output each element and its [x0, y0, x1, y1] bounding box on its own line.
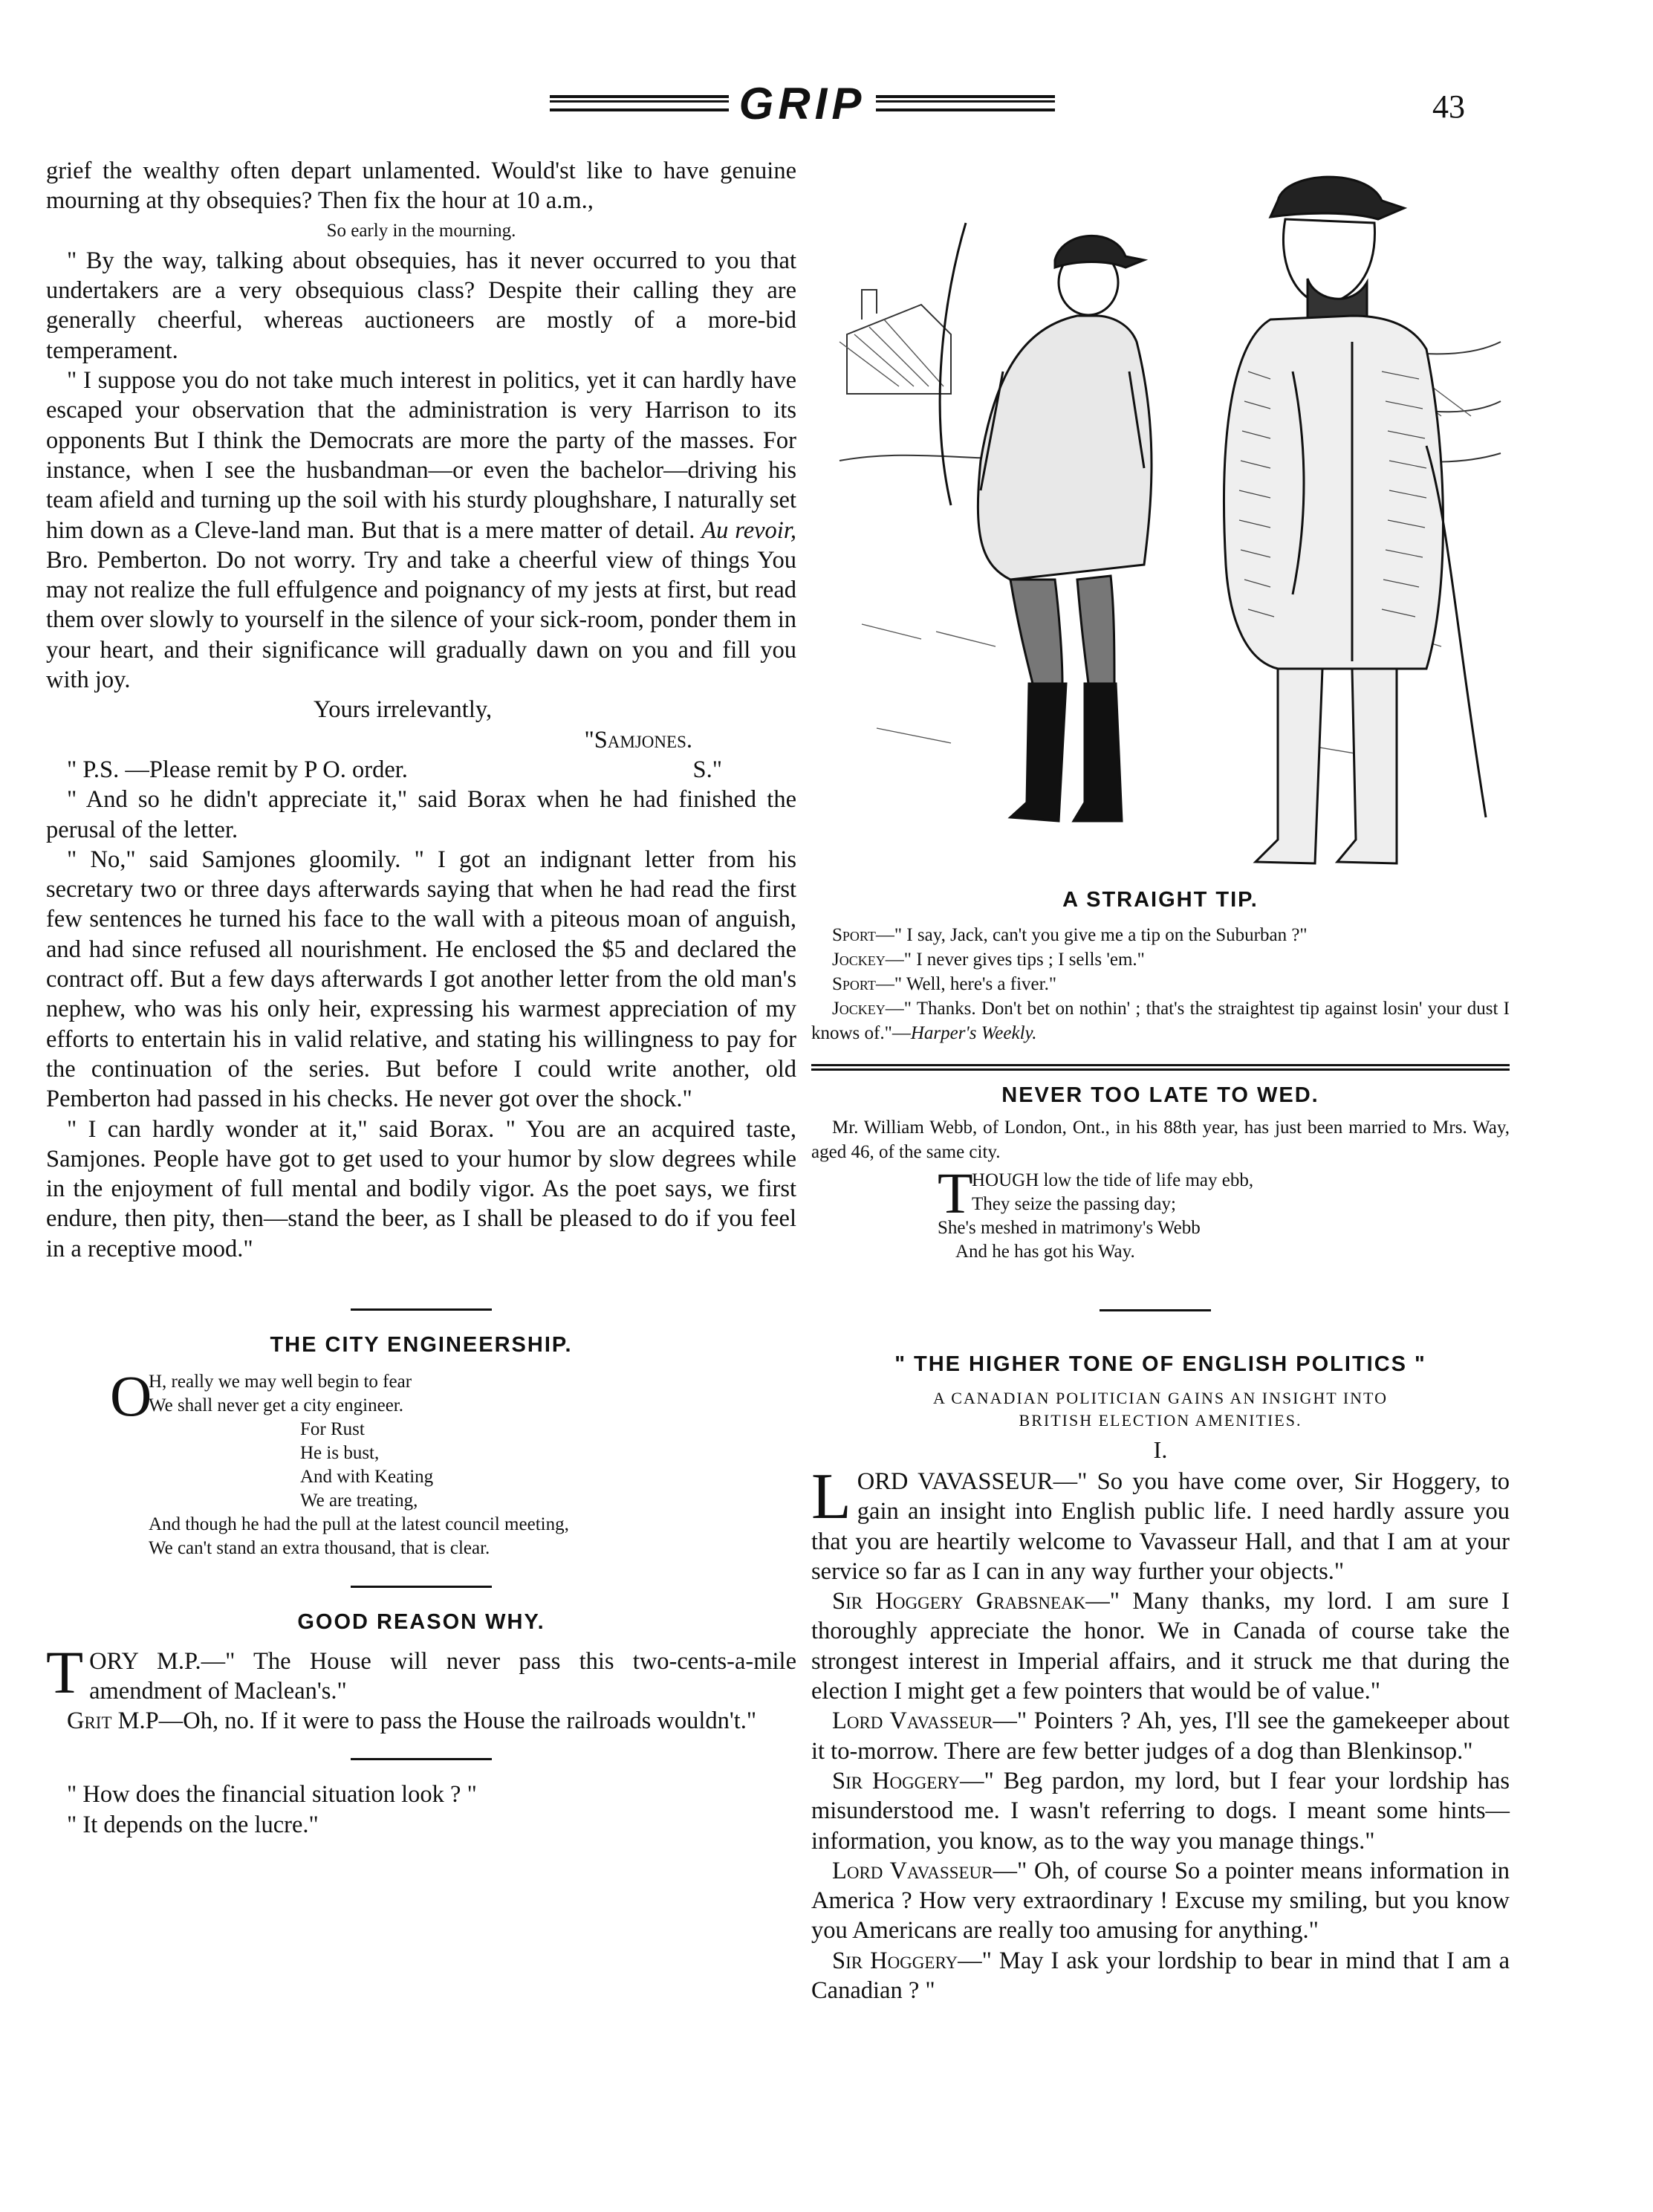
paragraph: " By the way, talking about obsequies, has it never occurred to you that undertakers are a very obsequious class? Despite their calling they are generally cheerful, whereas auctioneers are mostly of a more-bid temperament.	[46, 247, 796, 364]
drop-cap: L	[811, 1461, 851, 1533]
paragraph: " No," said Samjones gloomily. " I got an indignant letter from his secretary two or three days afterwards saying that when he had read the first few sentences he turned his face to the wall with a piteous moan of anguish, and had since refused all nourishment. He enclosed the $5 and declared the contract off. But a few days afterwards I got another letter from the old man's nephew, who was his only heir, expressing his warmest appreciation of my efforts to entertain his in valid relative, and stating his willingness to pay for the continuation of the series. But before I could write another, old Pemberton had passed in his checks. He never got over the shock."	[46, 846, 796, 1113]
dialogue-line: —" Thanks. Don't bet on nothin' ; that's the straightest tip against losin' your dust I knows of."—	[811, 999, 1510, 1043]
left-column	[46, 156, 796, 1840]
dialogue-line: —" Many thanks, my lord. I am sure I thoroughly appreciate the honor. We in Canada of course take the strongest interest in Imperial affairs, and it struck me that during the election I might get a few pointers that would be of value."	[811, 1588, 1510, 1705]
dialogue-line: —" Pointers ? Ah, yes, I'll see the gamekeeper about it to-morrow. There are few better judges of a dog than Blenkinsop."	[811, 1707, 1510, 1765]
story-paragraph	[811, 1856, 1510, 1946]
section-divider	[351, 1308, 492, 1311]
subheading: BRITISH ELECTION AMENITIES.	[1019, 1411, 1302, 1430]
dialogue	[811, 923, 1510, 1045]
straight-tip-section	[811, 888, 1510, 1045]
masthead-title: GRIP	[738, 78, 866, 129]
section-heading: THE CITY ENGINEERSHIP.	[270, 1332, 573, 1357]
dialogue-line: —" I never gives tips ; I sells 'em."	[885, 950, 1145, 970]
dialogue-paragraph	[46, 1706, 796, 1736]
drop-cap: O	[110, 1363, 152, 1429]
poem	[46, 1363, 796, 1560]
speaker: Sir Hoggery	[832, 1767, 961, 1794]
dialogue-line: —" Beg pardon, my lord, but I fear your lordship has misunderstood me. I wasn't referring to dogs. I meant some hints—information, you know, as to the way you manage things."	[811, 1767, 1510, 1855]
story-paragraph	[811, 1586, 1510, 1706]
poem-line: He is bust,	[300, 1443, 380, 1464]
news-brief	[811, 1115, 1510, 1164]
masthead-rule-right	[876, 95, 1055, 111]
engraving-jockey-and-sportsman-icon	[832, 149, 1516, 884]
story-body	[811, 1461, 1510, 2005]
section-divider	[811, 1068, 1510, 1071]
paragraph-text: " I suppose you do not take much interest in politics, yet it can hardly have escaped your observation that the administration is very Harrison to its opponents But I think the Democrats are more the party of the masses. For instance, when I see the husbandman—or even the bachelor—driving his team afield and turning up the soil with his sturdy ploughshare, I naturally set him down as a Cleve-land man. But that is a mere matter of detail.	[46, 367, 796, 544]
closing-line: Yours irrelevantly,	[314, 696, 493, 724]
poem-line: For Rust	[300, 1419, 365, 1440]
news-text: Mr. William Webb, of London, Ont., in his 88th year, has just been married to Mrs. Way, aged 46, of the same city.	[811, 1118, 1510, 1162]
story-paragraph	[811, 1766, 1510, 1856]
speaker: Sir Hoggery Grabsneak	[832, 1588, 1086, 1615]
section-heading: A STRAIGHT TIP.	[1062, 888, 1259, 912]
speaker: Sport	[832, 925, 876, 945]
section-divider	[811, 1064, 1510, 1066]
dialogue-line: —" The House will never pass this two-cents-a-mile amendment of Maclean's."	[89, 1647, 796, 1705]
section-divider	[351, 1758, 492, 1760]
never-too-late-section	[811, 1083, 1510, 1264]
dialogue-paragraph	[811, 996, 1510, 1045]
dialogue-paragraph	[811, 923, 1510, 947]
italic-phrase: Au revoir,	[701, 516, 796, 544]
drop-cap: T	[46, 1638, 84, 1706]
dialogue-line: —" So you have come over, Sir Hoggery, to gain an insight into English public life. I need hardly assure you that you are heartily welcome to Vavasseur Hall, and that I am at your service so far as I can in any way further your objects."	[811, 1468, 1510, 1585]
speaker: Sport	[832, 974, 876, 994]
page-number: 43	[1432, 88, 1465, 125]
section-divider	[1100, 1309, 1211, 1311]
dialogue-line: —" I say, Jack, can't you give me a tip on the Suburban ?"	[875, 925, 1308, 945]
dialogue-line: —" May I ask your lordship to bear in mind that I am a Canadian ? "	[811, 1947, 1510, 2005]
poem-line: And though he had the pull at the latest council meeting,	[149, 1514, 569, 1535]
section-heading: NEVER TOO LATE TO WED.	[1001, 1083, 1319, 1107]
section-divider	[351, 1586, 492, 1588]
paragraph: " And so he didn't appreciate it," said Borax when he had finished the perusal of the letter.	[46, 786, 796, 843]
higher-tone-section	[811, 1352, 1510, 2005]
dialogue-line: —Oh, no. If it were to pass the House the railroads wouldn't."	[158, 1707, 757, 1735]
poem-line: We are treating,	[300, 1491, 418, 1511]
dialogue-paragraph	[811, 947, 1510, 972]
speaker: Sir Hoggery	[832, 1947, 958, 1974]
masthead-rule-left	[550, 95, 729, 111]
joke-question: " How does the financial situation look ? "	[67, 1781, 477, 1809]
story-paragraph	[811, 1946, 1510, 2006]
postscript-text: " P.S. —Please remit by P O. order.	[67, 756, 408, 783]
speaker: ORY M.P.	[89, 1647, 201, 1675]
dialogue-line: —" Oh, of course So a pointer means information in America ? How very extraordinary ! Excuse my smiling, but you know you Americans are really too amusing for anything."	[811, 1857, 1510, 1945]
drop-cap: T	[938, 1161, 973, 1225]
speaker: ORD VAVASSEUR	[857, 1468, 1053, 1495]
postscript-initial: S."	[692, 756, 722, 783]
dialogue-line: —" Well, here's a fiver."	[875, 974, 1057, 994]
pun-line: So early in the mourning.	[326, 220, 516, 241]
speaker: Grit M.P	[67, 1707, 159, 1735]
poem-line: They seize the passing day;	[972, 1194, 1176, 1214]
section-heading: GOOD REASON WHY.	[297, 1610, 545, 1635]
joke-answer: " It depends on the lucre."	[67, 1811, 319, 1838]
paragraph	[46, 366, 796, 695]
speaker: Jockey	[832, 950, 886, 970]
section-heading: " THE HIGHER TONE OF ENGLISH POLITICS "	[894, 1352, 1426, 1376]
speaker: Lord Vavasseur	[832, 1707, 993, 1735]
poem-line: And with Keating	[300, 1467, 434, 1488]
subheading: A CANADIAN POLITICIAN GAINS AN INSIGHT INTO	[933, 1389, 1388, 1407]
speaker: Jockey	[832, 999, 886, 1019]
poem	[811, 1161, 1510, 1264]
dialogue-paragraph	[811, 972, 1510, 996]
dialogue	[46, 1638, 796, 1707]
poem-line: She's meshed in matrimony's Webb	[938, 1218, 1201, 1238]
story-paragraph	[811, 1706, 1510, 1766]
paragraph-text: Bro. Pemberton. Do not worry. Try and take a cheerful view of things You may not realize the full effulgence and poignancy of my jests at first, but read them over slowly to yourself in the silence of your sick-room, ponder them in your heart, and their significance will gradually dawn on you and fill you with joy.	[46, 546, 796, 694]
section-number: I.	[1153, 1436, 1168, 1463]
paragraph: " I can hardly wonder at it," said Borax. " You are an acquired taste, Samjones. People have got to get used to your humor by slow degrees while in the enjoyment of full mental and bodily vigor. As the poet says, we first endure, then pity, then—stand the beer, as I shall be pleased to do if you feel in a receptive mood."	[46, 1115, 796, 1262]
paragraph: grief the wealthy often depart unlamented. Would'st like to have genuine mourning at thy obsequies? Then fix the hour at 10 a.m.,	[46, 158, 796, 215]
poem-line: We shall never get a city engineer.	[149, 1395, 403, 1416]
masthead	[550, 77, 1055, 129]
poem-line: HOUGH low the tide of life may ebb,	[972, 1170, 1254, 1190]
signature: "Samjones.	[584, 726, 692, 753]
source-credit: Harper's Weekly.	[910, 1023, 1037, 1043]
poem-line: We can't stand an extra thousand, that is clear.	[149, 1538, 490, 1559]
story-paragraph	[811, 1461, 1510, 1586]
poem-line: H, really we may well begin to fear	[149, 1372, 412, 1392]
postscript	[46, 755, 796, 785]
poem-line: And he has got his Way.	[955, 1242, 1135, 1262]
speaker: Lord Vavasseur	[832, 1857, 993, 1884]
